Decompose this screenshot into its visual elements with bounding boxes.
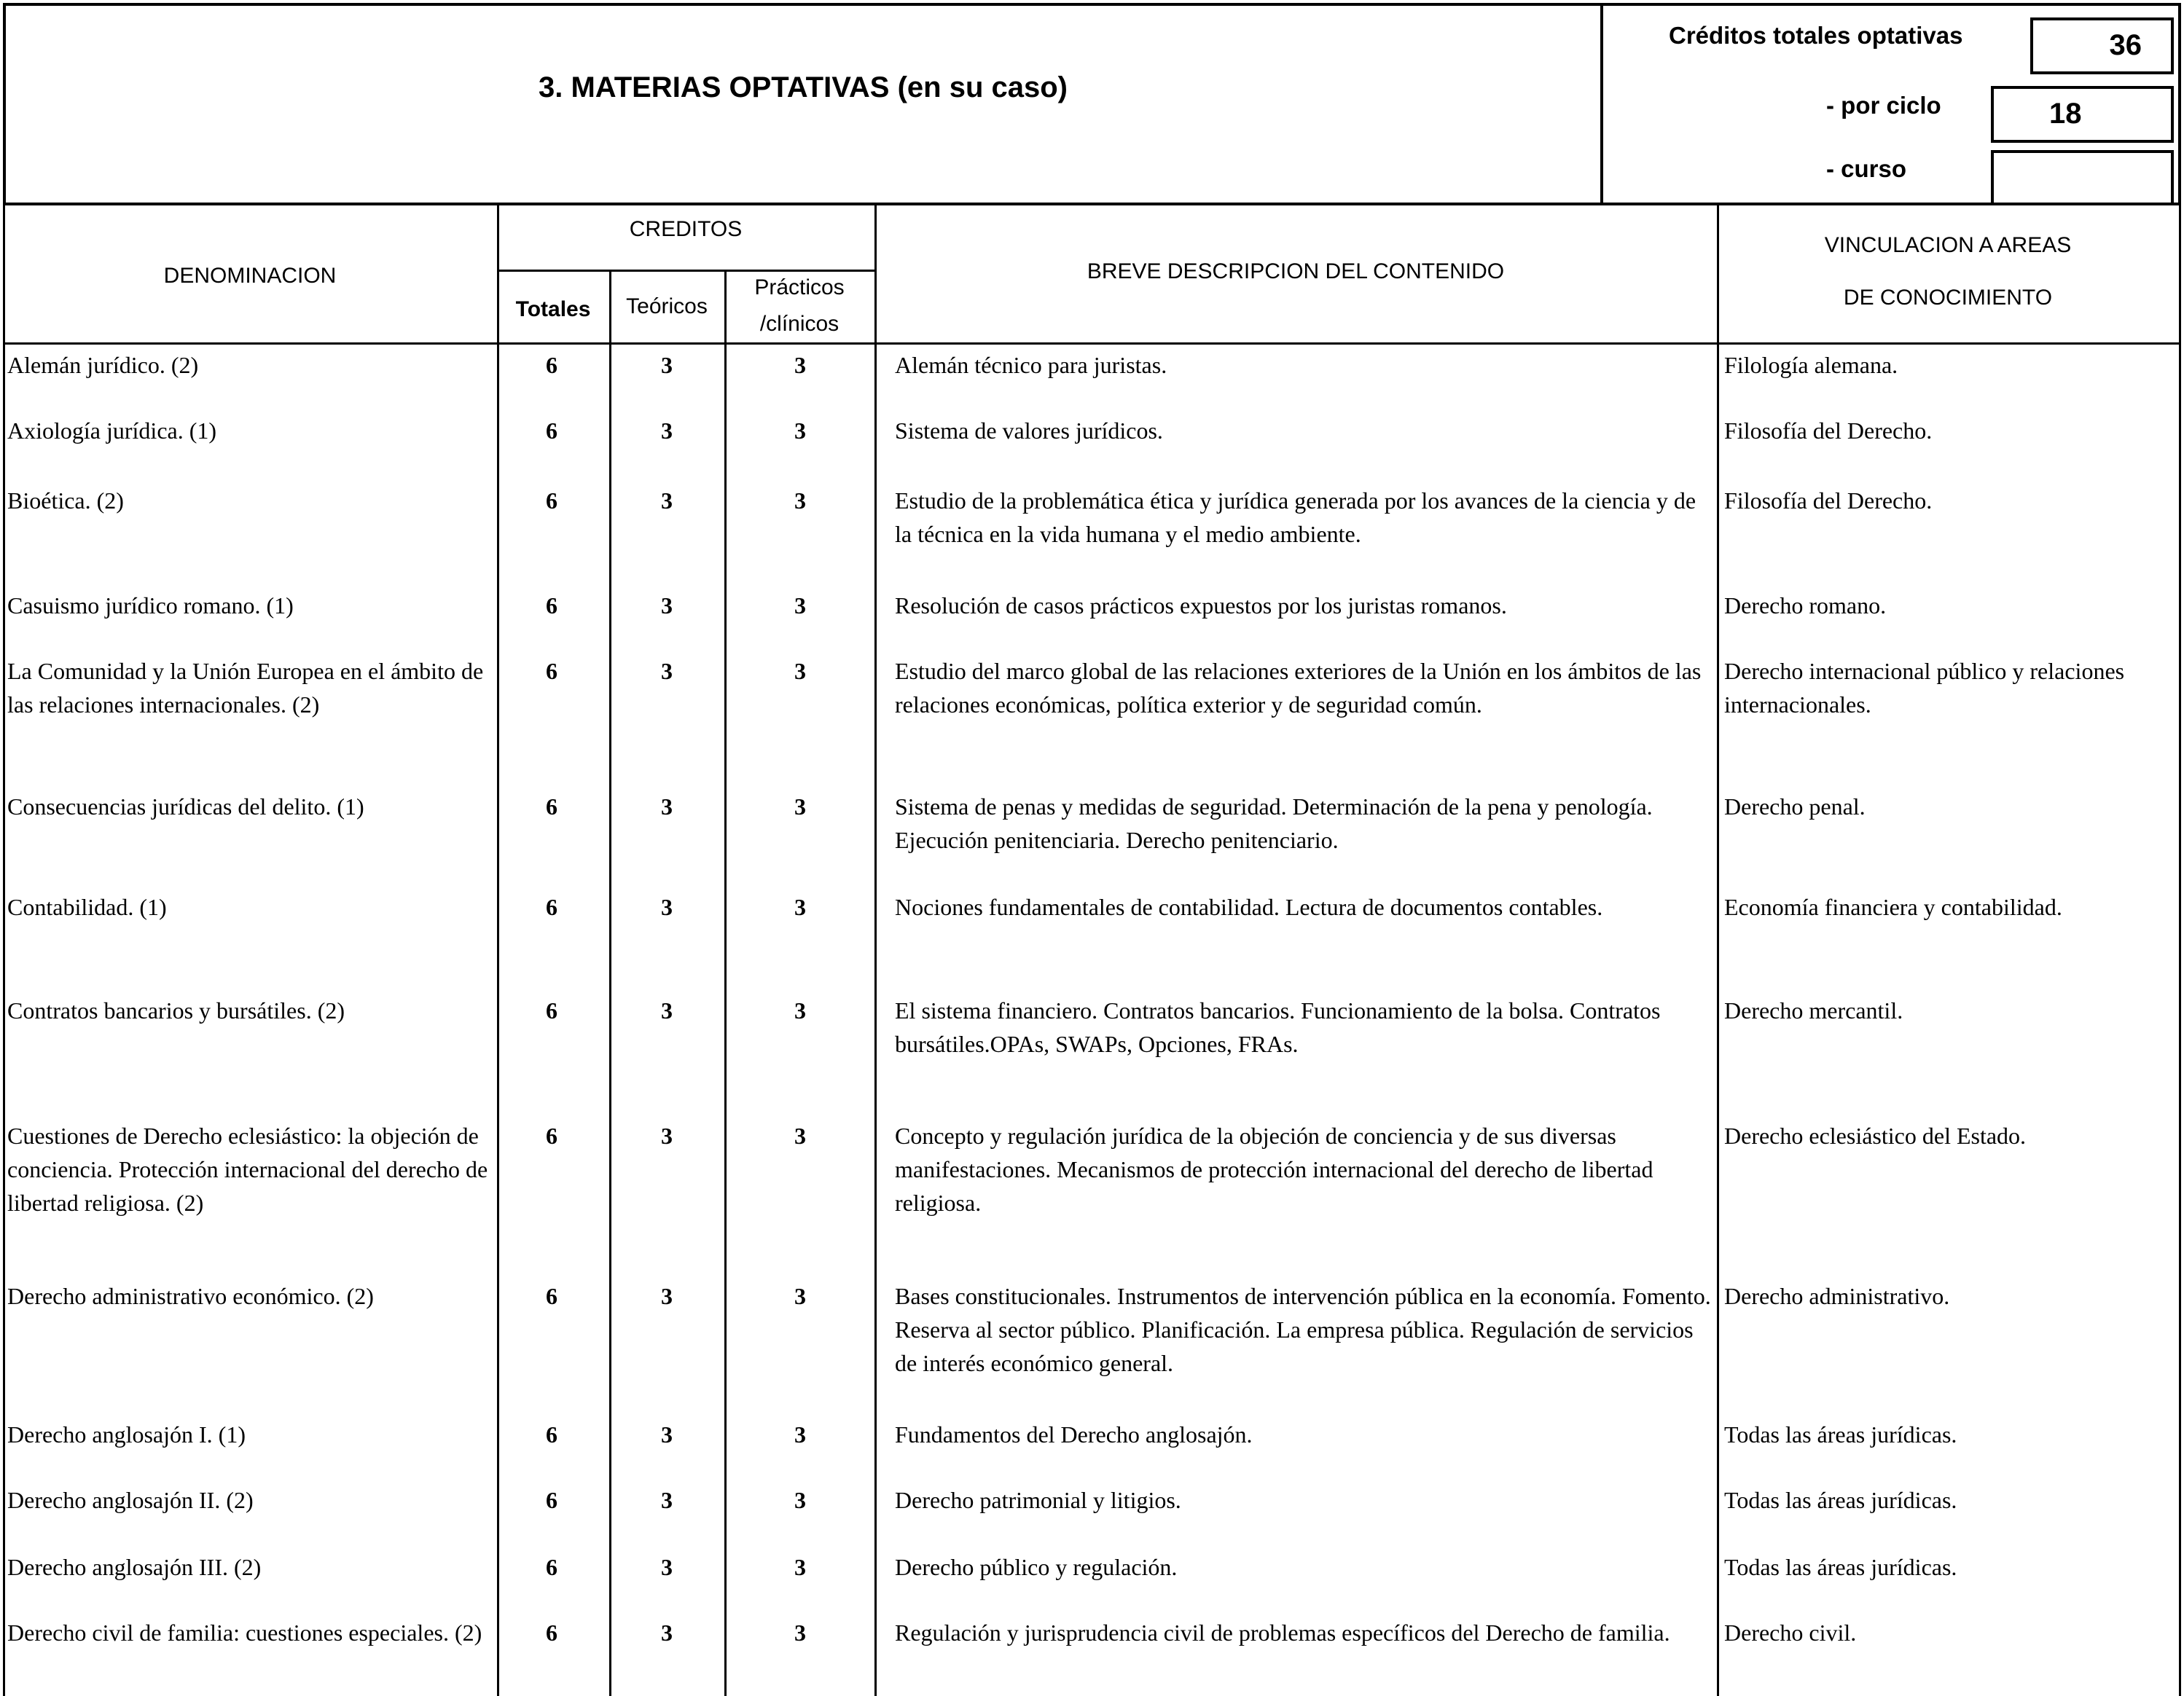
credits-theory: 3 [661,1123,673,1149]
knowledge-area: Derecho romano. [1724,592,1887,619]
content-description: Estudio de la problemática ética y jurídica generada por los avances de la ciencia y de la técnica en la vida humana y el medio ambiente. [895,487,1696,547]
page-title: 3. MATERIAS OPTATIVAS (en su caso) [538,71,1068,103]
content-description: El sistema financiero. Contratos bancarios. Funcionamiento de la bolsa. Contratos bursátiles.OPAs, SWAPs, Opciones, FRAs. [895,997,1661,1057]
subject-name: Derecho anglosajón I. (1) [7,1421,246,1448]
content-description: Concepto y regulación jurídica de la objeción de conciencia y de sus diversas manifestaciones. Mecanismos de protección internacional del derecho de libertad religiosa. [895,1123,1653,1216]
credits-theory: 3 [661,1620,673,1646]
credits-theory: 3 [661,793,673,820]
subject-name: Contabilidad. (1) [7,894,167,920]
credits-total: 6 [546,1283,557,1309]
knowledge-area: Derecho administrativo. [1724,1283,1950,1309]
column-divider [1717,205,1719,1696]
credits-subheader-divider [497,270,874,272]
col-header-conocimiento: DE CONOCIMIENTO [1843,286,2053,310]
total-credits-box [2030,17,2174,74]
credits-total: 6 [546,592,557,619]
credits-total: 6 [546,1123,557,1149]
knowledge-area: Filología alemana. [1724,352,1898,378]
credits-total: 6 [546,793,557,820]
credits-practice: 3 [794,1554,806,1580]
col-header-clinicos: /clínicos [759,312,839,336]
table-header-bottom [3,342,2181,345]
credits-practice: 3 [794,793,806,820]
knowledge-area: Todas las áreas jurídicas. [1724,1487,1957,1513]
subject-name: Contratos bancarios y bursátiles. (2) [7,997,345,1024]
credits-theory: 3 [661,894,673,920]
per-cycle-value: 18 [2049,98,2082,130]
col-header-practicos: Prácticos [754,275,845,299]
subject-name: Derecho anglosajón III. (2) [7,1554,262,1580]
knowledge-area: Filosofía del Derecho. [1724,417,1933,444]
col-header-totales: Totales [515,297,591,321]
credits-practice: 3 [794,417,806,444]
table-border-left [3,205,5,1696]
credits-summary-box [1600,3,2181,205]
col-header-creditos: CREDITOS [629,217,743,241]
credits-theory: 3 [661,1487,673,1513]
subject-name: Derecho civil de familia: cuestiones especiales. (2) [7,1620,482,1646]
credits-theory: 3 [661,658,673,684]
subject-name: Alemán jurídico. (2) [7,352,199,378]
knowledge-area: Todas las áreas jurídicas. [1724,1421,1957,1448]
subject-name: Consecuencias jurídicas del delito. (1) [7,793,364,820]
column-divider [724,270,727,1696]
knowledge-area: Derecho civil. [1724,1620,1857,1646]
credits-practice: 3 [794,1421,806,1448]
credits-total: 6 [546,417,557,444]
subject-name: Bioética. (2) [7,487,124,514]
credits-practice: 3 [794,1123,806,1149]
credits-practice: 3 [794,1283,806,1309]
content-description: Alemán técnico para juristas. [895,352,1167,378]
per-cycle-label: - por ciclo [1826,92,1941,119]
subject-name: Derecho administrativo económico. (2) [7,1283,374,1309]
knowledge-area: Derecho internacional público y relaciones internacionales. [1724,658,2125,718]
content-description: Fundamentos del Derecho anglosajón. [895,1421,1253,1448]
content-description: Estudio del marco global de las relaciones exteriores de la Unión en los ámbitos de las relaciones económicas, política exterior y de seguridad común. [895,658,1702,718]
col-header-denominacion: DENOMINACION [163,264,337,288]
credits-practice: 3 [794,487,806,514]
credits-theory: 3 [661,487,673,514]
credits-total: 6 [546,1620,557,1646]
credits-theory: 3 [661,1283,673,1309]
per-cycle-box [1991,86,2174,143]
total-credits-value: 36 [2109,29,2142,61]
credits-theory: 3 [661,592,673,619]
credits-practice: 3 [794,1487,806,1513]
content-description: Derecho patrimonial y litigios. [895,1487,1181,1513]
credits-total: 6 [546,1421,557,1448]
content-description: Sistema de penas y medidas de seguridad. Determinación de la pena y penología. Ejecución penitenciaria. Derecho penitenciario. [895,793,1653,853]
credits-practice: 3 [794,1620,806,1646]
credits-total: 6 [546,1554,557,1580]
credits-total: 6 [546,658,557,684]
subject-name: Casuismo jurídico romano. (1) [7,592,294,619]
credits-total: 6 [546,1487,557,1513]
credits-theory: 3 [661,1554,673,1580]
content-description: Resolución de casos prácticos expuestos por los juristas romanos. [895,592,1507,619]
credits-practice: 3 [794,997,806,1024]
content-description: Derecho público y regulación. [895,1554,1178,1580]
col-header-teoricos: Teóricos [626,294,708,318]
knowledge-area: Derecho mercantil. [1724,997,1903,1024]
credits-practice: 3 [794,592,806,619]
credits-theory: 3 [661,1421,673,1448]
knowledge-area: Todas las áreas jurídicas. [1724,1554,1957,1580]
content-description: Bases constitucionales. Instrumentos de intervención pública en la economía. Fomento. Reserva al sector público. Planificación. La empresa pública. Regulación de servicios de interés económico general. [895,1283,1711,1376]
credits-theory: 3 [661,417,673,444]
credits-total: 6 [546,894,557,920]
credits-total: 6 [546,487,557,514]
content-description: Regulación y jurisprudencia civil de problemas específicos del Derecho de familia. [895,1620,1670,1646]
credits-theory: 3 [661,352,673,378]
credits-total: 6 [546,352,557,378]
course-box [1991,150,2174,205]
subject-name: Axiología jurídica. (1) [7,417,217,444]
content-description: Nociones fundamentales de contabilidad. Lectura de documentos contables. [895,894,1603,920]
credits-practice: 3 [794,894,806,920]
content-description: Sistema de valores jurídicos. [895,417,1163,444]
credits-theory: 3 [661,997,673,1024]
knowledge-area: Derecho penal. [1724,793,1866,820]
credits-total: 6 [546,997,557,1024]
header-title-box [3,3,1603,205]
subject-name: Cuestiones de Derecho eclesiástico: la objeción de conciencia. Protección internacional del derecho de libertad religiosa. (2) [7,1123,488,1216]
col-header-vinculacion: VINCULACION A AREAS [1824,233,2072,257]
credits-practice: 3 [794,658,806,684]
course-label: - curso [1826,155,1907,182]
credits-practice: 3 [794,352,806,378]
knowledge-area: Derecho eclesiástico del Estado. [1724,1123,2027,1149]
knowledge-area: Economía financiera y contabilidad. [1724,894,2062,920]
subject-name: La Comunidad y la Unión Europea en el ámbito de las relaciones internacionales. (2) [7,658,484,718]
total-credits-label: Créditos totales optativas [1669,22,1963,49]
column-divider [874,205,877,1696]
knowledge-area: Filosofía del Derecho. [1724,487,1933,514]
subject-name: Derecho anglosajón II. (2) [7,1487,254,1513]
col-header-descripcion: BREVE DESCRIPCION DEL CONTENIDO [1087,259,1505,283]
